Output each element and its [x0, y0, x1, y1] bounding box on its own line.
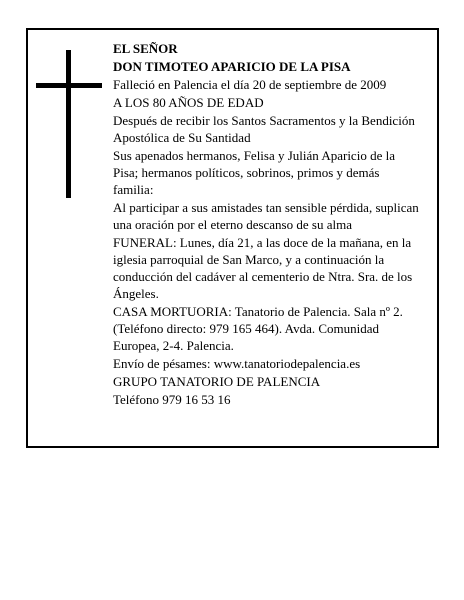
condolences-line: Envío de pésames: www.tanatoriodepalencia.es: [113, 356, 361, 371]
prayer-request-paragraph: Al participar a sus amistades tan sensible pérdida, suplican una oración por el eterno descanso de su alma: [113, 200, 419, 232]
obituary-text: [113, 40, 419, 409]
deceased-name: DON TIMOTEO APARICIO DE LA PISA: [113, 59, 351, 74]
phone-line: Teléfono 979 16 53 16: [113, 392, 231, 407]
age-line: A LOS 80 AÑOS DE EDAD: [113, 95, 264, 110]
latin-cross-icon: [36, 50, 102, 198]
mortuary-paragraph: CASA MORTUORIA: Tanatorio de Palencia. Sala nº 2. (Teléfono directo: 979 165 464). Avda. Comunidad Europea, 2-4. Palencia.: [113, 304, 403, 353]
death-date-line: Falleció en Palencia el día 20 de septiembre de 2009: [113, 77, 387, 92]
sacraments-paragraph: Después de recibir los Santos Sacramentos y la Bendición Apostólica de Su Santidad: [113, 113, 415, 145]
company-line: GRUPO TANATORIO DE PALENCIA: [113, 374, 321, 389]
cross-horizontal-bar: [36, 83, 102, 88]
family-paragraph: Sus apenados hermanos, Felisa y Julián Aparicio de la Pisa; hermanos políticos, sobrinos, primos y demás familia:: [113, 148, 395, 197]
deceased-honorific: EL SEÑOR: [113, 41, 178, 56]
cross-vertical-bar: [66, 50, 71, 198]
funeral-paragraph: FUNERAL: Lunes, día 21, a las doce de la mañana, en la iglesia parroquial de San Marco, y a continuación la conducción del cadáver al cementerio de Ntra. Sra. de los Ángeles.: [113, 235, 413, 301]
